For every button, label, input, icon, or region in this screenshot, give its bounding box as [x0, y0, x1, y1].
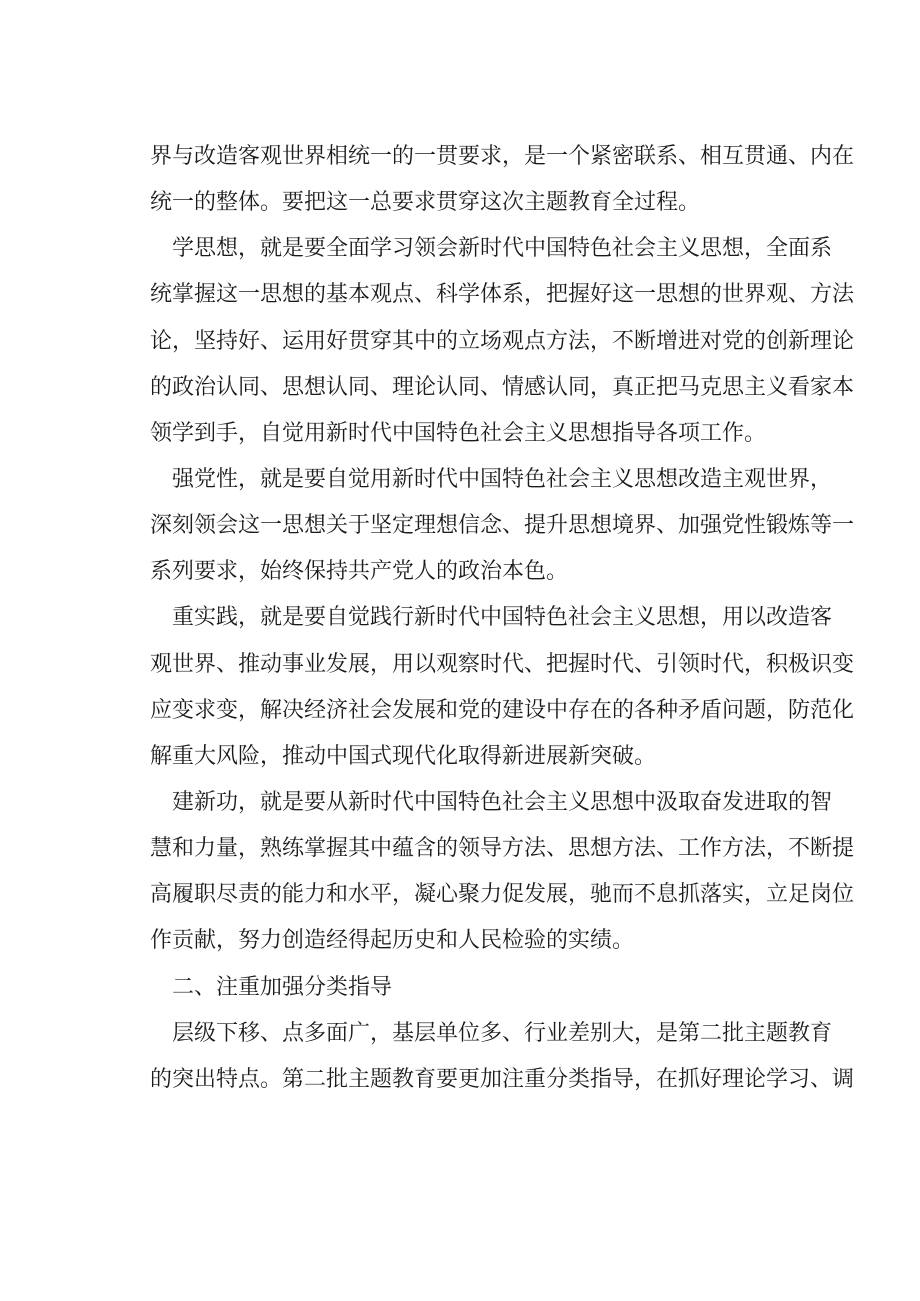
text-line: 作贡献，努力创造经得起历史和人民检验的实绩。	[150, 928, 635, 954]
paragraph	[150, 457, 855, 595]
text-line: 建新功，就是要从新时代中国特色社会主义思想中汲取奋发进取的智	[172, 789, 833, 815]
text-line: 论，坚持好、运用好贯穿其中的立场观点方法，不断增进对党的创新理论	[150, 328, 855, 354]
text-line: 系列要求，始终保持共产党人的政治本色。	[150, 559, 569, 585]
text-line: 统一的整体。要把这一总要求贯穿这次主题教育全过程。	[150, 190, 701, 216]
text-line: 的政治认同、思想认同、理论认同、情感认同，真正把马克思主义看家本	[150, 374, 855, 400]
paragraph	[150, 780, 855, 965]
text-line: 重实践，就是要自觉践行新时代中国特色社会主义思想，用以改造客	[172, 605, 833, 631]
text-line: 界与改造客观世界相统一的一贯要求，是一个紧密联系、相互贯通、内在	[150, 144, 855, 169]
text-line: 强党性，就是要自觉用新时代中国特色社会主义思想改造主观世界，	[172, 466, 833, 492]
paragraph	[150, 226, 855, 457]
document-page	[150, 134, 855, 1103]
text-line: 层级下移、点多面广，基层单位多、行业差别大，是第二批主题教育	[172, 1020, 833, 1046]
text-line: 解重大风险，推动中国式现代化取得新进展新突破。	[150, 743, 657, 769]
text-line: 慧和力量，熟练掌握其中蕴含的领导方法、思想方法、工作方法，不断提	[150, 836, 855, 862]
text-line: 高履职尽责的能力和水平，凝心聚力促发展，驰而不息抓落实，立足岗位	[150, 882, 855, 908]
text-line: 学思想，就是要全面学习领会新时代中国特色社会主义思想，全面系	[172, 236, 833, 262]
paragraph	[150, 134, 855, 226]
text-line: 统掌握这一思想的基本观点、科学体系，把握好这一思想的世界观、方法	[150, 282, 855, 308]
text-line: 领学到手，自觉用新时代中国特色社会主义思想指导各项工作。	[150, 420, 767, 446]
text-line: 应变求变，解决经济社会发展和党的建设中存在的各种矛盾问题，防范化	[150, 697, 855, 723]
paragraph	[150, 1011, 855, 1103]
text-line: 的突出特点。第二批主题教育要更加注重分类指导，在抓好理论学习、调	[150, 1066, 855, 1092]
paragraph	[150, 595, 855, 780]
section-heading	[150, 965, 830, 1011]
text-line: 深刻领会这一思想关于坚定理想信念、提升思想境界、加强党性锻炼等一	[150, 513, 855, 539]
text-line: 二、注重加强分类指导	[172, 974, 393, 1000]
text-line: 观世界、推动事业发展，用以观察时代、把握时代、引领时代，积极识变	[150, 651, 855, 677]
